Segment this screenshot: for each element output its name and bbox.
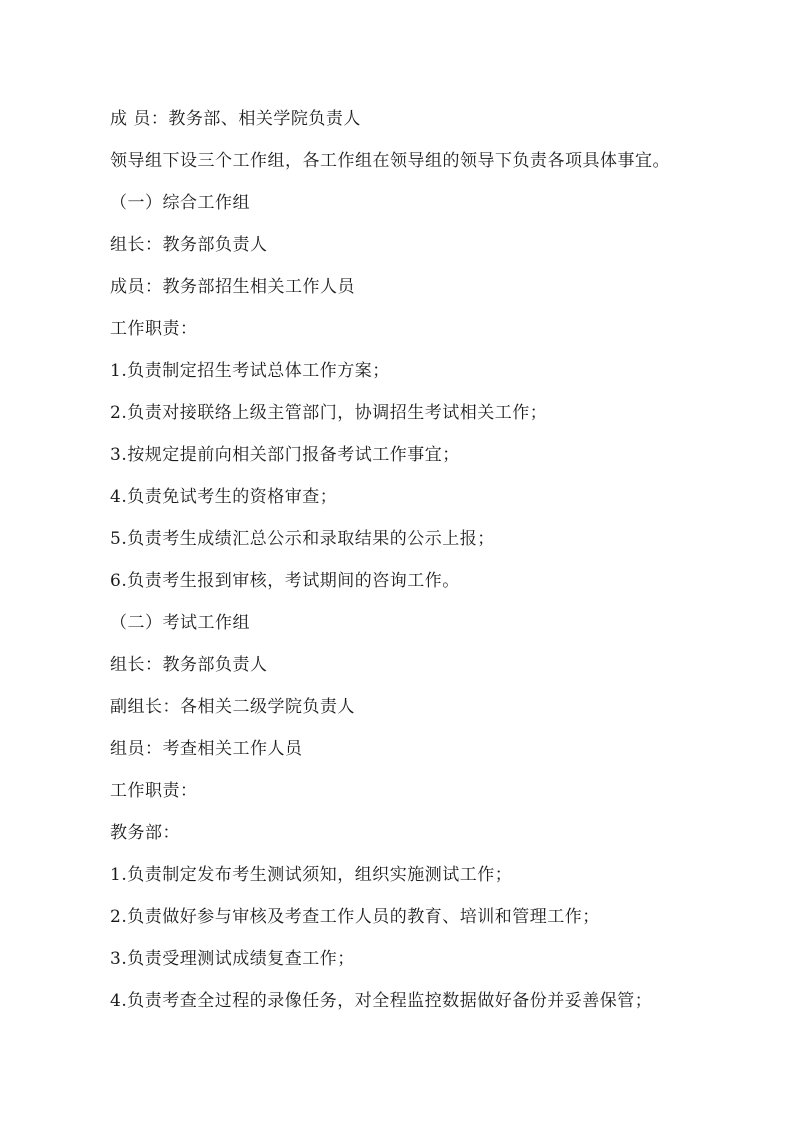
intro-paragraph: 领导组下设三个工作组，各工作组在领导组的领导下负责各项具体事宜。 (110, 151, 670, 171)
general-group-leader: 组长：教务部负责人 (110, 235, 268, 255)
document-body (110, 98, 750, 1022)
general-group-duties-label: 工作职责： (110, 319, 198, 339)
exam-duty-item-3: 3.负责受理测试成绩复查工作； (110, 949, 355, 969)
general-duty-item-3: 3.按规定提前向相关部门报备考试工作事宜； (110, 445, 460, 465)
general-duty-item-2: 2.负责对接联络上级主管部门，协调招生考试相关工作； (110, 403, 548, 423)
general-duty-item-1: 1.负责制定招生考试总体工作方案； (110, 361, 390, 381)
general-duty-item-4: 4.负责免试考生的资格审查； (110, 487, 338, 507)
exam-duty-item-1: 1.负责制定发布考生测试须知，组织实施测试工作； (110, 865, 513, 885)
section-heading-general-group: （一）综合工作组 (110, 193, 250, 213)
general-group-members: 成员：教务部招生相关工作人员 (110, 277, 355, 297)
exam-duty-item-2: 2.负责做好参与审核及考查工作人员的教育、培训和管理工作； (110, 907, 600, 927)
general-duty-item-6: 6.负责考生报到审核，考试期间的咨询工作。 (110, 571, 460, 591)
general-duty-item-5: 5.负责考生成绩汇总公示和录取结果的公示上报； (110, 529, 495, 549)
exam-group-deputy-leader: 副组长：各相关二级学院负责人 (110, 697, 355, 717)
exam-group-leader: 组长：教务部负责人 (110, 655, 268, 675)
academic-affairs-label: 教务部： (110, 823, 180, 843)
exam-group-duties-label: 工作职责： (110, 781, 198, 801)
exam-group-members: 组员：考查相关工作人员 (110, 739, 303, 759)
section-heading-exam-group: （二）考试工作组 (110, 613, 250, 633)
exam-duty-item-4: 4.负责考查全过程的录像任务，对全程监控数据做好备份并妥善保管； (110, 991, 653, 1011)
members-line: 成 员：教务部、相关学院负责人 (110, 109, 361, 129)
